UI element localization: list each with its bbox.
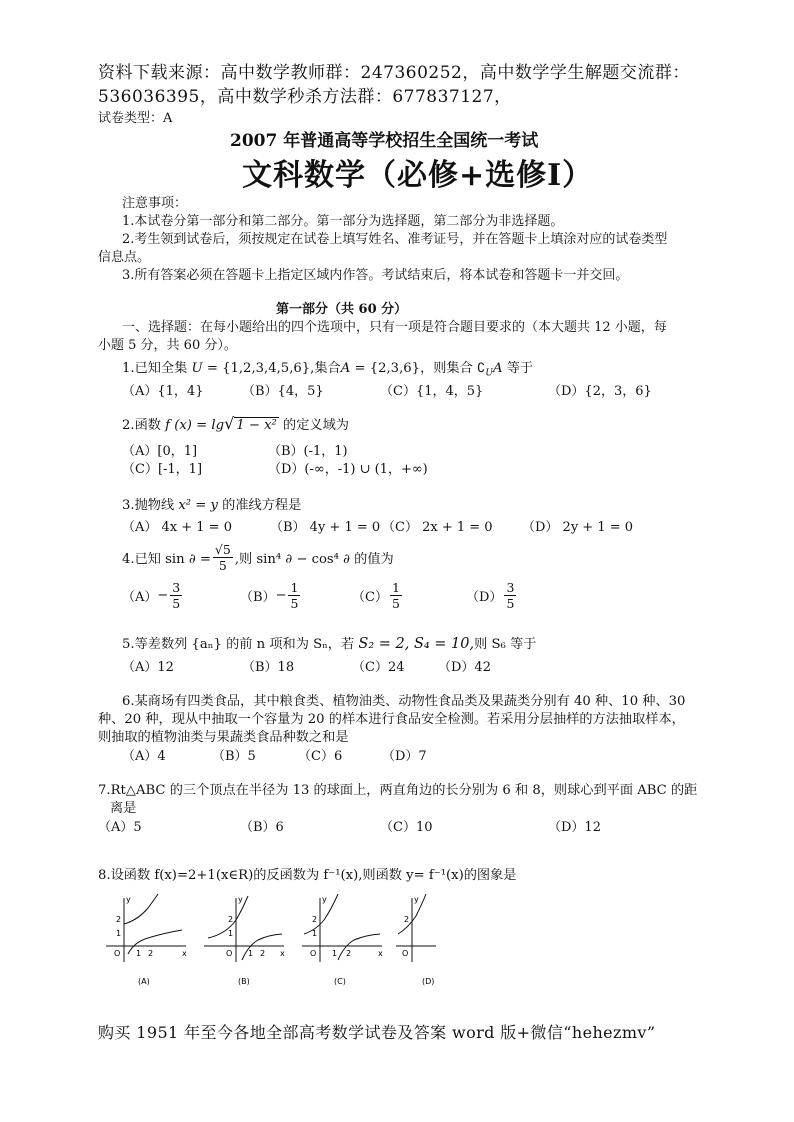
graph-c-tick-x2: 2 [346, 949, 352, 958]
q4-a-label: （A） [122, 590, 158, 605]
q8-graphs [98, 890, 438, 990]
graph-c-label: (C) [334, 977, 346, 986]
graph-a-tick-1: 1 [116, 929, 122, 938]
q3-prefix: 3.抛物线 [122, 498, 179, 513]
q7-option-b: （B）6 [240, 820, 284, 835]
q4-fraction [213, 542, 233, 573]
graph-d-origin: O [402, 949, 409, 958]
q4-num: √5 [214, 542, 231, 557]
q3-option-c: （C） 2x + 1 = 0 [382, 520, 493, 535]
q5-option-c: （C）24 [352, 660, 405, 675]
graph-b-y-label: y [238, 895, 243, 904]
part1-heading: 第一部分（共 60 分） [276, 302, 408, 317]
q6-option-d: （D）7 [382, 749, 427, 764]
q7-option-a: （A）5 [98, 820, 142, 835]
source-line-2: 536036395，高中数学秒杀方法群：677837127， [98, 87, 512, 107]
q4-b-label: （B） [240, 590, 276, 605]
exam-subject: 文科数学（必修+选修Ⅰ） [242, 158, 594, 193]
q1-eq1: = {1,2,3,4,5,6} [202, 361, 311, 376]
q4-prefix: 4.已知 sin ∂ = [122, 552, 211, 567]
notice-item-2: 2.考生领到试卷后，须按规定在试卷上填写姓名、准考证号，并在答题卡上填涂对应的试卷类型 [122, 232, 668, 247]
q2-suffix: 的定义域为 [278, 418, 349, 433]
q7-line-1: 7.Rt△ABC 的三个顶点在半径为 13 的球面上，两直角边的长分别为 6 和 8，则球心到平面 ABC 的距 [98, 783, 698, 798]
q1-mid: ,集合 [310, 361, 341, 376]
q6-line-2: 种、20 种，现从中抽取一个容量为 20 的样本进行食品安全检测。若采用分层抽样的方法抽取样本， [98, 712, 685, 727]
q4-option-d [466, 580, 518, 611]
source-line-1: 资料下载来源：高中数学教师群：247360252，高中数学学生解题交流群： [98, 63, 690, 83]
q6-line-3: 则抽取的植物油类与果蔬类食品种数之和是 [98, 730, 349, 745]
q4-option-a [122, 580, 184, 611]
graph-d [396, 894, 436, 986]
q3-option-d: （D） 2y + 1 = 0 [522, 520, 634, 535]
q6-line-1: 6.某商场有四类食品，其中粮食类、植物油类、动物性食品类及果蔬类分别有 40 种、10 种、30 [122, 694, 686, 709]
question-3 [122, 494, 301, 513]
q3-option-a: （A） 4x + 1 = 0 [122, 520, 232, 535]
q4-d-label: （D） [466, 590, 503, 605]
graph-a-tick-2: 2 [116, 915, 122, 924]
graph-d-y-label: y [414, 895, 419, 904]
q4-suffix: ,则 sin⁴ ∂ − cos⁴ ∂ 的值为 [234, 552, 394, 567]
graph-c-tick-1: 1 [312, 929, 318, 938]
q2-option-a: （A）[0，1] [122, 444, 198, 459]
q4-a-den: 5 [172, 596, 181, 611]
q3-suffix: 的准线方程是 [217, 498, 302, 513]
q4-option-b [240, 580, 302, 611]
q1-option-b: （B）{4，5} [242, 384, 324, 399]
graph-b-label: (B) [238, 977, 250, 986]
question-5 [122, 633, 536, 652]
q1-option-d: （D）{2，3，6} [548, 384, 652, 399]
q4-b-frac [288, 580, 300, 611]
q2-radicand: 1 − x² [236, 418, 277, 433]
q3-eq: x² = y [178, 498, 218, 513]
graph-a-x-label: x [182, 949, 187, 958]
q4-c-num: 1 [391, 580, 400, 595]
graph-c-curve-1 [304, 894, 338, 934]
q4-a-num: 3 [172, 580, 181, 595]
q1-u: U [191, 361, 203, 376]
q1-sub: U [485, 368, 493, 379]
q4-d-num: 3 [506, 580, 515, 595]
notice-item-3: 3.所有答案必须在答题卡上指定区域内作答。考试结束后，将本试卷和答题卡一并交回。 [122, 268, 629, 283]
q2-option-b: （B）(-1，1) [268, 444, 348, 459]
q4-den: 5 [218, 558, 227, 573]
q1-end: 等于 [502, 361, 534, 376]
q7-option-d: （D）12 [548, 820, 601, 835]
part1-instruction-2: 小题 5 分，共 60 分）。 [98, 338, 237, 353]
q7-line-2: 离是 [110, 801, 137, 816]
graph-c [302, 894, 383, 986]
graph-a-label: (A) [138, 977, 150, 986]
q4-option-c [352, 580, 404, 611]
graph-a-y-label: y [126, 895, 131, 904]
q5-option-b: （B）18 [242, 660, 295, 675]
q6-option-b: （B）5 [212, 749, 256, 764]
graph-c-curve-2 [338, 934, 380, 960]
q1-eq2: = {2,3,6} [350, 361, 421, 376]
q6-option-c: （C）6 [298, 749, 343, 764]
graph-b-tick-1: 1 [228, 929, 234, 938]
graph-b-tick-x2: 2 [260, 949, 266, 958]
graph-a [106, 894, 187, 986]
q1-option-c: （C）{1，4，5} [380, 384, 484, 399]
q4-d-frac [504, 580, 516, 611]
exam-title: 2007 年普通高等学校招生全国统一考试 [230, 131, 539, 151]
q2-prefix: 2.函数 [122, 418, 166, 433]
graph-c-origin: O [310, 949, 317, 958]
question-1 [122, 357, 533, 379]
q7-option-c: （C）10 [380, 820, 433, 835]
q1-prefix: 1.已知全集 [122, 361, 192, 376]
q5-option-d: （D）42 [438, 660, 491, 675]
paper-type: 试卷类型：A [98, 111, 173, 126]
q5-prefix: 5.等差数列 {aₙ} 的前 n 项和为 Sₙ，若 [122, 637, 359, 652]
graph-d-label: (D) [422, 977, 435, 986]
q4-a-sign: − [157, 588, 169, 603]
graph-c-tick-x1: 1 [332, 949, 338, 958]
notice-item-2-cont: 信息点。 [98, 250, 151, 265]
graph-b-tick-x1: 1 [248, 949, 254, 958]
q4-a-frac [170, 580, 182, 611]
q4-b-den: 5 [290, 596, 299, 611]
graph-b-x-label: x [280, 949, 285, 958]
q2-option-c: （C）[-1，1] [122, 462, 203, 477]
notice-heading: 注意事项： [122, 196, 188, 211]
graph-b-tick-2: 2 [228, 915, 234, 924]
question-2 [122, 414, 349, 433]
graph-a-tick-x1: 1 [136, 949, 142, 958]
graph-a-origin: O [114, 949, 121, 958]
q4-d-den: 5 [506, 596, 515, 611]
q2-option-d: （D）(-∞，-1) ∪ (1，+∞) [268, 462, 428, 477]
question-4 [122, 542, 394, 573]
q8-text: 8.设函数 f(x)=2+1(x∈R)的反函数为 f⁻¹(x),则函数 y= f⁻¹(x)的图象是 [98, 868, 517, 883]
graph-b-origin: O [226, 949, 233, 958]
part1-instruction-1: 一、选择题：在每小题给出的四个选项中，只有一项是符合题目要求的（本大题共 12 小题，每 [122, 320, 667, 335]
graph-c-tick-2: 2 [312, 915, 318, 924]
graph-b [204, 895, 285, 986]
graph-c-y-label: y [322, 895, 327, 904]
q2-func: f (x) = lg [165, 418, 225, 433]
graph-c-x-label: x [378, 949, 383, 958]
q4-c-frac [390, 580, 402, 611]
footer-ad: 购买 1951 年至今各地全部高考数学试卷及答案 word 版+微信“hehezmv” [98, 1023, 656, 1042]
graph-d-tick-2: 2 [404, 915, 410, 924]
q4-b-sign: − [275, 588, 287, 603]
q1-option-a: （A）{1，4} [122, 384, 204, 399]
q1-a: A [340, 361, 351, 376]
q3-option-b: （B） 4y + 1 = 0 [270, 520, 381, 535]
q2-sqrt: √ 1 − x² [224, 414, 277, 433]
q5-suffix: 则 S₆ 等于 [474, 637, 537, 652]
graph-a-tick-x2: 2 [148, 949, 154, 958]
q6-option-a: （A）4 [122, 749, 166, 764]
q1-suffix: ，则集合 ∁ [420, 361, 486, 376]
q4-b-num: 1 [290, 580, 299, 595]
notice-item-1: 1.本试卷分第一部分和第二部分。第一部分为选择题，第二部分为非选择题。 [122, 214, 564, 229]
q5-eq: S₂ = 2, S₄ = 10, [358, 636, 475, 652]
q4-c-label: （C） [352, 590, 388, 605]
q5-option-a: （A）12 [122, 660, 174, 675]
q1-a2: A [493, 361, 503, 376]
q4-c-den: 5 [391, 596, 400, 611]
